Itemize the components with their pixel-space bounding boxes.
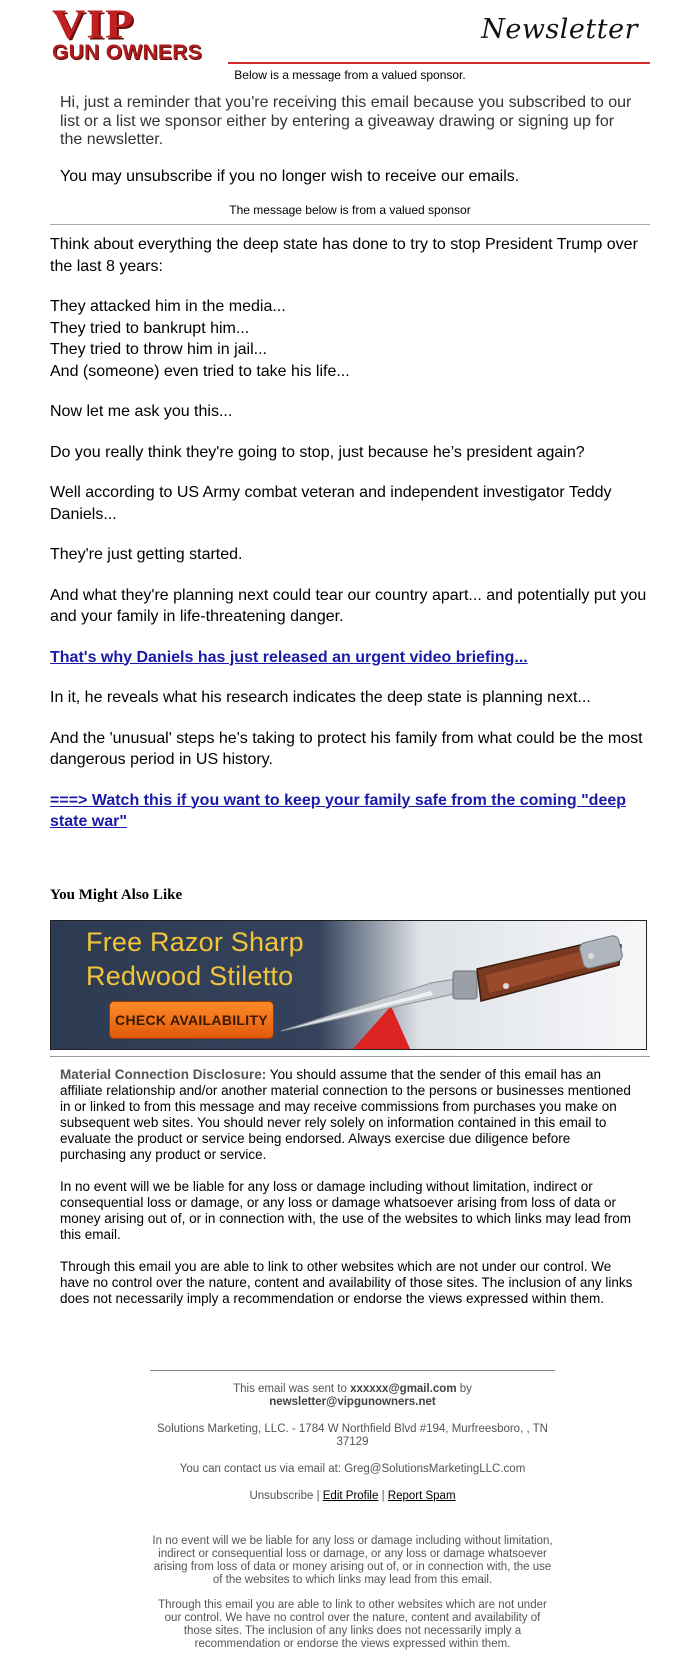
email-container <box>50 0 650 1323</box>
body-paragraph: Now let me ask you this... <box>50 403 233 420</box>
divider <box>50 1056 650 1057</box>
body-paragraph <box>50 790 650 833</box>
stiletto-knife-icon <box>281 931 641 1041</box>
sponsor-notice-top: Below is a message from a valued sponsor. <box>234 68 466 82</box>
stiletto-ad-banner[interactable] <box>50 920 647 1050</box>
list-item: They attacked him in the media... <box>50 298 286 315</box>
disclosure-text: You should assume that the sender of this email has an affiliate relationship and/or another material connection to the persons or businesses mentioned in or linked to from this message and may receive commissions from purchases you make on subsequent web sites. You should never rely solely on information contained in this email to evaluate the product or service being endorsed. Always exercise due diligence before purchasing any product or service. <box>60 1066 631 1162</box>
footer-links <box>150 1490 555 1503</box>
unsubscribe-note: You may unsubscribe if you no longer wish to receive our emails. <box>60 167 520 185</box>
banner-headline-1: Free Razor Sharp <box>86 926 304 957</box>
banner-headline-2: Redwood Stiletto <box>86 960 294 991</box>
list-item: They tried to bankrupt him... <box>50 319 250 337</box>
check-availability-button[interactable]: CHECK AVAILABILITY <box>109 1001 274 1039</box>
recipient-email: xxxxxx@gmail.com <box>350 1383 457 1395</box>
disclosure-paragraph <box>60 1067 640 1163</box>
footer-divider <box>150 1370 555 1371</box>
header-divider <box>228 62 650 64</box>
header <box>50 0 650 62</box>
video-briefing-link[interactable]: That's why Daniels has just released an urgent video briefing... <box>50 648 528 666</box>
sent-prefix: This email was sent to <box>233 1383 351 1395</box>
logo-text-gun-owners: GUN OWNERS <box>52 41 202 64</box>
subscription-reminder <box>60 94 640 186</box>
footer-liability: In no event will we be liable for any loss or damage including without limitation, indirect or consequential loss or damage, or any loss or damage whatsoever arising from loss of data or money arising out of, or in connection with, the use of the websites to which links may lead from this email. <box>152 1535 553 1586</box>
vip-gun-owners-logo <box>52 0 227 64</box>
unsubscribe-link[interactable]: Unsubscribe <box>249 1490 314 1502</box>
body-paragraph: In it, he reveals what his research indicates the deep state is planning next... <box>50 689 591 706</box>
footer-external-links: Through this email you are able to link to other websites which are not under our control. We have no control over the nature, content and availability of those sites. The inclusion of any links does not necessarily imply a recommendation or endorse the views expressed within them. <box>158 1599 547 1650</box>
link-separator: | <box>378 1490 388 1502</box>
body-paragraph: Well according to US Army combat veteran and independent investigator Teddy Daniels... <box>50 484 612 523</box>
sent-to-line <box>150 1383 555 1409</box>
external-links-paragraph: Through this email you are able to link to other websites which are not under our control. We have no control over the nature, content and availability of those sites. The inclusion of any links does not necessarily imply a recommendation or endorse the views expressed within them. <box>60 1258 633 1306</box>
link-separator: | <box>313 1490 323 1502</box>
by-text: by <box>456 1383 472 1395</box>
list-item: They tried to throw him in jail... <box>50 341 267 358</box>
disclosure-label: Material Connection Disclosure: <box>60 1066 267 1082</box>
body-paragraph: And what they're planning next could tear our country apart... and potentially put you and your family in life-threatening danger. <box>50 586 647 625</box>
edit-profile-link[interactable]: Edit Profile <box>322 1490 379 1502</box>
sponsor-notice-mid: The message below is from a valued sponsor <box>229 203 471 217</box>
list-item: And (someone) even tried to take his life... <box>50 362 350 380</box>
newsletter-title: Newsletter <box>481 14 638 45</box>
logo-text-vip: VIP <box>52 0 135 47</box>
report-spam-link[interactable]: Report Spam <box>387 1490 456 1502</box>
body-paragraph: Think about everything the deep state has done to try to stop President Trump over the last 8 years: <box>50 236 638 275</box>
message-body <box>50 234 650 833</box>
watch-video-link[interactable]: ===> Watch this if you want to keep your family safe from the coming "deep state war" <box>50 791 627 830</box>
body-paragraph <box>50 647 650 669</box>
contact-line: You can contact us via email at: Greg@SolutionsMarketingLLC.com <box>179 1463 526 1475</box>
footer <box>150 1370 555 1665</box>
company-address: Solutions Marketing, LLC. - 1784 W Northfield Blvd #194, Murfreesboro, , TN 37129 <box>157 1423 548 1448</box>
body-list <box>50 296 650 382</box>
body-paragraph: And the 'unusual' steps he's taking to protect his family from what could be the most dangerous period in US history. <box>50 729 643 768</box>
also-like-heading: You Might Also Like <box>50 886 183 903</box>
sender-email: newsletter@vipgunowners.net <box>269 1396 436 1408</box>
divider <box>50 224 650 225</box>
body-paragraph: They're just getting started. <box>50 546 243 563</box>
reminder-text: Hi, just a reminder that you're receiving this email because you subscribed to our list or a list we sponsor either by entering a giveaway drawing or signing up for the newsletter. <box>60 94 632 148</box>
liability-paragraph: In no event will we be liable for any loss or damage including without limitation, indirect or consequential loss or damage, or any loss or damage whatsoever arising from loss of data or money arising out of, or in connection with, the use of the websites to which links may lead from this email. <box>60 1178 632 1242</box>
body-paragraph: Do you really think they're going to stop, just because he’s president again? <box>50 443 585 461</box>
disclosure-section <box>60 1067 640 1307</box>
